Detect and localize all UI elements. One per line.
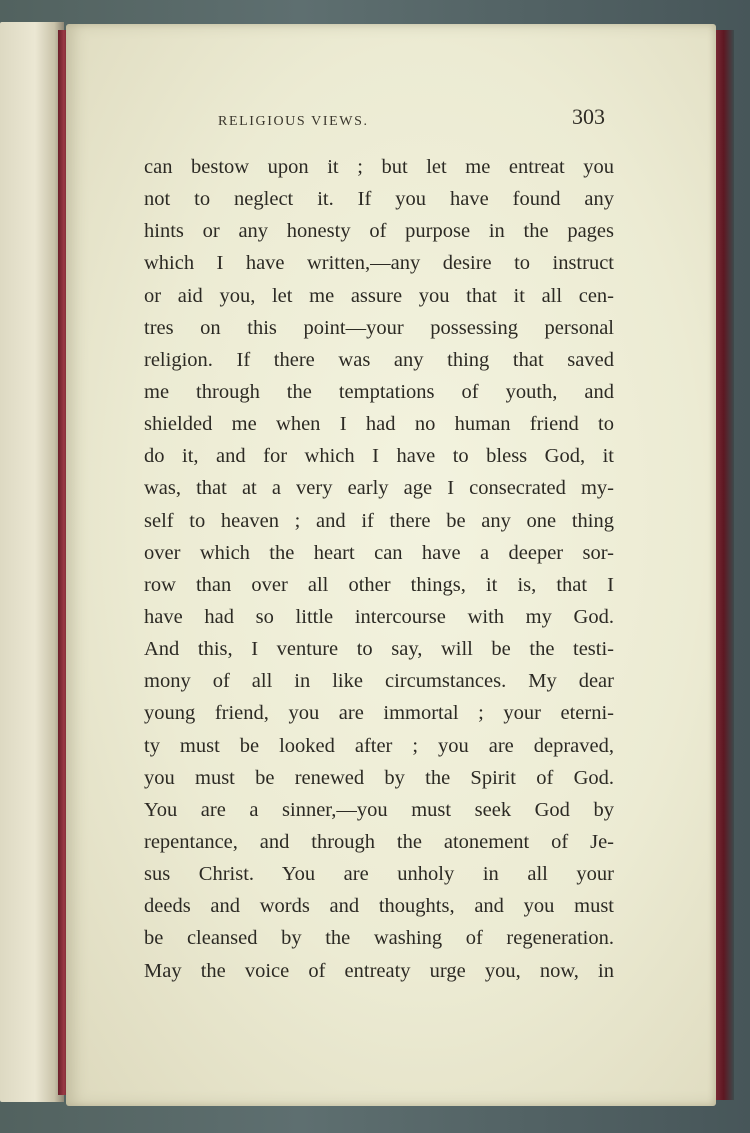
text-line: you must be renewed by the Spirit of God. xyxy=(144,766,614,789)
text-line: ty must be looked after ; you are depraved, xyxy=(144,734,614,757)
text-line: sus Christ. You are unholy in all your xyxy=(144,863,614,886)
running-head: RELIGIOUS VIEWS. xyxy=(218,114,369,129)
text-line: And this, I venture to say, will be the testi- xyxy=(144,638,614,661)
text-line: You are a sinner,—you must seek God by xyxy=(144,798,614,821)
text-line: which I have written,—any desire to instruct xyxy=(144,252,614,275)
page-number: 303 xyxy=(572,104,605,129)
text-line: young friend, you are immortal ; your eterni- xyxy=(144,702,614,725)
text-line: not to neglect it. If you have found any xyxy=(144,188,614,211)
text-line: religion. If there was any thing that saved xyxy=(144,348,614,371)
text-line: shielded me when I had no human friend to xyxy=(144,413,614,436)
text-line: or aid you, let me assure you that it all cen- xyxy=(144,284,614,307)
text-line: deeds and words and thoughts, and you must xyxy=(144,895,614,918)
text-line: May the voice of entreaty urge you, now, in xyxy=(144,959,614,982)
text-line: be cleansed by the washing of regeneration. xyxy=(144,927,614,950)
facing-page xyxy=(0,22,64,1102)
text-line: was, that at a very early age I consecrated my- xyxy=(144,477,614,500)
text-line: can bestow upon it ; but let me entreat you xyxy=(144,156,614,178)
body-text xyxy=(144,151,614,987)
text-line: have had so little intercourse with my God. xyxy=(144,605,614,628)
text-line: row than over all other things, it is, that I xyxy=(144,573,614,596)
text-line: mony of all in like circumstances. My dear xyxy=(144,670,614,693)
text-line: hints or any honesty of purpose in the pages xyxy=(144,220,614,243)
text-line: tres on this point—your possessing personal xyxy=(144,316,614,339)
text-line: repentance, and through the atonement of Je- xyxy=(144,830,614,853)
text-line: over which the heart can have a deeper sor- xyxy=(144,541,614,564)
text-line: self to heaven ; and if there be any one thing xyxy=(144,509,614,532)
text-line: do it, and for which I have to bless God, it xyxy=(144,445,614,468)
text-line: me through the temptations of youth, and xyxy=(144,380,614,403)
